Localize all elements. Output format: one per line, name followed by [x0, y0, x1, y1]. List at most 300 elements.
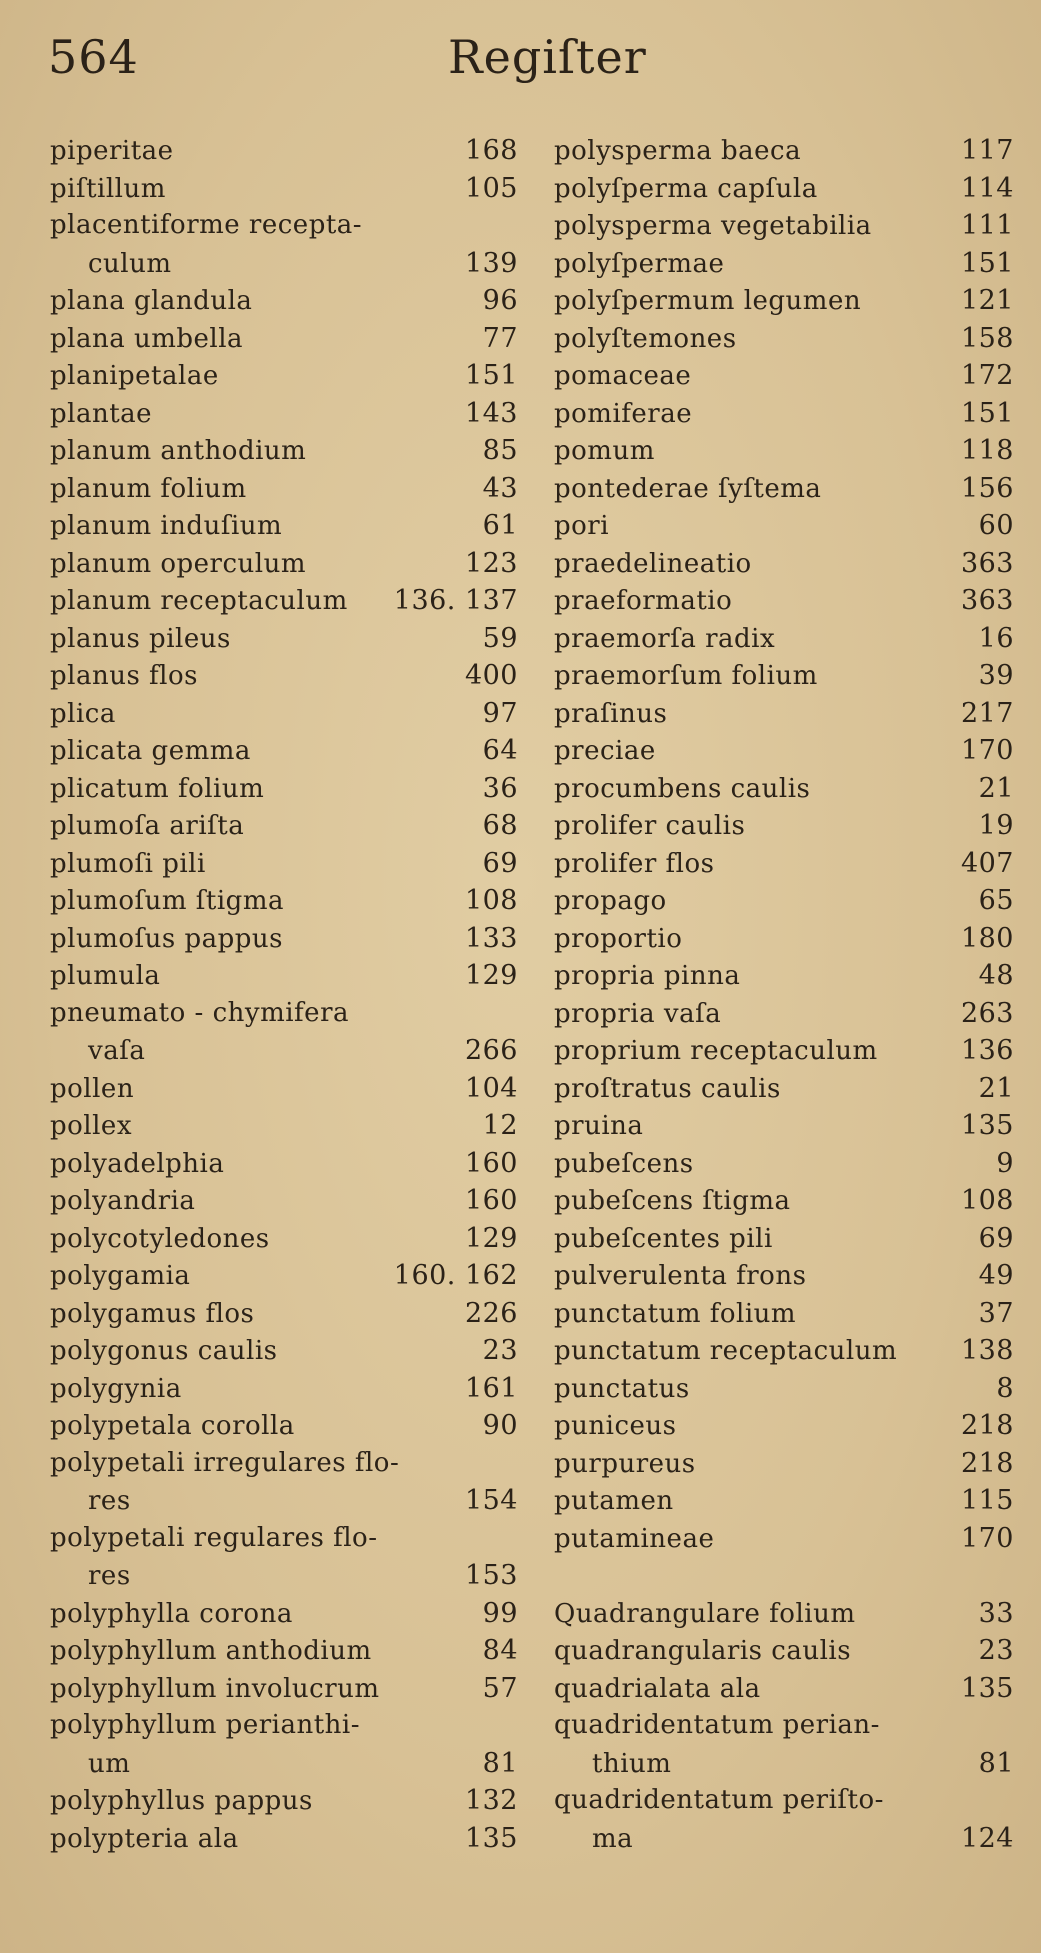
- page-reference: 407: [960, 847, 1014, 879]
- index-entry-line: [50, 1707, 518, 1745]
- index-entry-line: [50, 1632, 518, 1670]
- index-entry: [554, 1295, 1014, 1333]
- index-entry: [554, 282, 1014, 320]
- page-reference: 135: [464, 1822, 518, 1854]
- page-reference: 81: [978, 1747, 1014, 1779]
- index-entry: [50, 957, 518, 995]
- index-entry-line: [554, 1107, 1014, 1145]
- page-reference: 8: [996, 1372, 1014, 1404]
- page-reference: 158: [960, 322, 1014, 354]
- index-term: pomum: [554, 436, 655, 466]
- index-entry-line: [50, 357, 518, 395]
- index-entry-line: [50, 582, 518, 620]
- index-term: res: [88, 1561, 131, 1591]
- page-reference: 114: [960, 172, 1014, 204]
- index-term: polypteria ala: [50, 1823, 239, 1854]
- index-entry: [554, 170, 1014, 208]
- page-reference: 154: [464, 1485, 518, 1516]
- index-entry-line: [554, 207, 1014, 245]
- index-entry-line: [554, 920, 1014, 958]
- page-reference: 96: [482, 285, 518, 316]
- index-term: planum receptaculum: [50, 586, 348, 616]
- index-term: um: [88, 1748, 131, 1779]
- index-entry: [554, 1407, 1014, 1445]
- page-reference: 226: [464, 1297, 518, 1329]
- page-reference: 172: [960, 360, 1014, 391]
- index-term: plana glandula: [50, 286, 253, 316]
- index-entry: [50, 1407, 518, 1445]
- index-entry: [554, 470, 1014, 508]
- index-entry: [50, 1520, 518, 1595]
- page-reference: 115: [960, 1485, 1014, 1516]
- index-entry: [50, 1820, 518, 1858]
- index-term: praemorſa radix: [554, 623, 776, 654]
- index-term: purpureus: [554, 1448, 696, 1479]
- section-gap: [554, 1557, 1014, 1595]
- index-entry: [554, 920, 1014, 958]
- index-entry: [50, 770, 518, 808]
- index-term: putamineae: [554, 1523, 715, 1554]
- index-column-right: [554, 132, 1014, 1857]
- index-entry-line: [554, 507, 1014, 545]
- index-term: planum operculum: [50, 548, 307, 579]
- page-reference: 400: [464, 660, 518, 691]
- page-reference: 136: [960, 1035, 1014, 1066]
- page-reference: 129: [464, 1222, 518, 1254]
- index-entry-line: [50, 1070, 518, 1108]
- index-entry-line: [554, 882, 1014, 920]
- page-header: [0, 30, 1041, 90]
- index-entry: [50, 545, 518, 583]
- page-reference: 85: [482, 435, 518, 466]
- page-reference: 21: [978, 772, 1014, 804]
- page-reference: 153: [464, 1560, 518, 1591]
- index-entry: [50, 845, 518, 883]
- index-term: praſinus: [554, 698, 668, 729]
- index-entry-line: [50, 1145, 518, 1183]
- page-reference: 43: [482, 472, 518, 504]
- page-reference: 160. 162: [393, 1260, 518, 1291]
- index-term: polypetali regulares flo-: [50, 1522, 378, 1553]
- index-entry-line: [50, 1407, 518, 1445]
- index-entry-line: [50, 1295, 518, 1333]
- page-reference: 151: [960, 397, 1014, 429]
- index-entry: [50, 170, 518, 208]
- running-title: Regiſter: [448, 30, 647, 84]
- index-entry-line: [50, 170, 518, 208]
- page-reference: 217: [960, 697, 1014, 729]
- index-entry: [554, 1445, 1014, 1483]
- page-reference: 161: [464, 1372, 518, 1404]
- page-reference: 123: [464, 547, 518, 579]
- page-reference: 135: [960, 1110, 1014, 1141]
- index-entry-line: [554, 1670, 1014, 1708]
- page-reference: 136. 137: [393, 585, 518, 616]
- page-reference: 39: [978, 660, 1014, 691]
- index-term: polyphylla corona: [50, 1598, 293, 1629]
- page-reference: 69: [978, 1222, 1014, 1254]
- index-entry: [50, 1257, 518, 1295]
- index-entry: [50, 1220, 518, 1258]
- page-reference: 77: [482, 322, 518, 354]
- page-reference: 133: [464, 922, 518, 954]
- index-entry: [554, 1370, 1014, 1408]
- index-entry: [50, 357, 518, 395]
- index-entry: [554, 582, 1014, 620]
- index-term: placentiforme recepta-: [50, 210, 363, 240]
- page-reference: 84: [482, 1635, 518, 1666]
- index-term: planum anthodium: [50, 436, 307, 466]
- index-entry: [554, 1070, 1014, 1108]
- page-reference: 59: [482, 622, 518, 654]
- index-entry-line: [50, 545, 518, 583]
- index-entry-line: [50, 1670, 518, 1708]
- index-term: pulverulenta frons: [554, 1261, 807, 1291]
- index-entry-line: [50, 470, 518, 508]
- index-entry-line: [554, 1070, 1014, 1108]
- page-reference: 363: [960, 585, 1014, 616]
- index-term: polyſpermum legumen: [554, 286, 862, 316]
- page-reference: 48: [978, 960, 1014, 991]
- index-term: res: [88, 1486, 131, 1516]
- index-entry: [554, 770, 1014, 808]
- index-entry: [50, 695, 518, 733]
- index-entry: [50, 620, 518, 658]
- index-entry: [554, 957, 1014, 995]
- index-entry: [50, 1632, 518, 1670]
- index-entry-line: [50, 957, 518, 995]
- index-term: punctatum receptaculum: [554, 1336, 898, 1366]
- index-entry: [554, 1257, 1014, 1295]
- index-term: polyſperma capſula: [554, 173, 818, 204]
- index-entry-line: [554, 132, 1014, 170]
- index-entry-line: [554, 1482, 1014, 1520]
- index-term: planum folium: [50, 473, 247, 504]
- index-entry: [50, 920, 518, 958]
- page-reference: 23: [978, 1635, 1014, 1666]
- index-term: quadridentatum periſto-: [554, 1785, 884, 1815]
- index-entry: [50, 1670, 518, 1708]
- index-entry: [554, 620, 1014, 658]
- index-entry: [554, 1482, 1014, 1520]
- index-entry: [50, 1107, 518, 1145]
- index-term: pollen: [50, 1073, 135, 1104]
- index-term: propago: [554, 886, 667, 916]
- index-entry-line: [50, 1745, 518, 1783]
- index-entry-line: [554, 1032, 1014, 1070]
- index-entry: [554, 1145, 1014, 1183]
- index-entry: [50, 470, 518, 508]
- index-term: propria vaſa: [554, 998, 722, 1029]
- page-reference: 33: [978, 1597, 1014, 1629]
- index-entry-line: [554, 1370, 1014, 1408]
- page-reference: 37: [978, 1297, 1014, 1329]
- page-reference: 170: [960, 735, 1014, 766]
- index-term: propria pinna: [554, 961, 741, 991]
- page-reference: 124: [960, 1822, 1014, 1854]
- index-entry-line: [50, 882, 518, 920]
- index-entry: [554, 1707, 1014, 1782]
- index-entry-line: [554, 995, 1014, 1033]
- index-entry-line: [50, 1595, 518, 1633]
- page-reference: 19: [978, 810, 1014, 841]
- index-entry: [50, 320, 518, 358]
- index-term: polycotyledones: [50, 1223, 270, 1254]
- index-entry-line: [554, 620, 1014, 658]
- index-term: praedelineatio: [554, 548, 752, 579]
- index-entry-line: [554, 695, 1014, 733]
- page-reference: 65: [978, 885, 1014, 916]
- index-term: polygamia: [50, 1261, 191, 1291]
- index-term: polygynia: [50, 1373, 182, 1404]
- index-term: Quadrangulare folium: [554, 1598, 856, 1629]
- index-entry-line: [554, 770, 1014, 808]
- page-reference: 129: [464, 960, 518, 991]
- page-reference: 81: [482, 1747, 518, 1779]
- index-entry: [554, 1595, 1014, 1633]
- index-entry-line: [50, 620, 518, 658]
- index-entry-line: [554, 395, 1014, 433]
- index-term: plica: [50, 698, 116, 729]
- index-entry-line: [50, 1332, 518, 1370]
- page-reference: 151: [960, 247, 1014, 279]
- index-term: plumoſus pappus: [50, 923, 284, 954]
- index-term: vaſa: [88, 1036, 146, 1066]
- index-entry: [554, 1782, 1014, 1857]
- index-term: planus flos: [50, 661, 198, 691]
- index-entry-line: [50, 1445, 518, 1483]
- index-term: culum: [88, 248, 172, 279]
- index-entry: [50, 132, 518, 170]
- index-entry-line: [554, 1332, 1014, 1370]
- index-term: polypetala corolla: [50, 1411, 295, 1441]
- page-reference: 266: [464, 1035, 518, 1066]
- index-term: polygamus flos: [50, 1298, 255, 1329]
- index-entry-line: [50, 1257, 518, 1295]
- page-reference: 105: [464, 172, 518, 204]
- page-reference: 160: [464, 1185, 518, 1216]
- page-reference: 138: [960, 1335, 1014, 1366]
- index-term: pontederae ſyſtema: [554, 473, 822, 504]
- index-term: proſtratus caulis: [554, 1073, 781, 1104]
- index-entry-line: [554, 357, 1014, 395]
- index-term: pomaceae: [554, 361, 692, 391]
- index-entry-line: [554, 432, 1014, 470]
- index-entry-line: [50, 807, 518, 845]
- index-term: pomiferae: [554, 398, 693, 429]
- index-entry: [50, 1070, 518, 1108]
- index-term: praemorſum folium: [554, 661, 818, 691]
- index-entry-line: [50, 282, 518, 320]
- index-entry-line: [50, 1182, 518, 1220]
- index-term: polygonus caulis: [50, 1336, 278, 1366]
- index-term: pubeſcens: [554, 1148, 694, 1179]
- index-term: polyphyllum perianthi-: [50, 1710, 360, 1740]
- index-entry: [554, 245, 1014, 283]
- page-reference: 139: [464, 247, 518, 279]
- index-entry-line: [50, 1782, 518, 1820]
- index-entry-line: [50, 920, 518, 958]
- index-column-left: [50, 132, 518, 1857]
- index-term: piſtillum: [50, 173, 166, 204]
- index-entry: [554, 845, 1014, 883]
- index-term: plana umbella: [50, 323, 244, 354]
- index-term: pruina: [554, 1111, 644, 1141]
- index-term: pneumato - chymifera: [50, 997, 349, 1028]
- page-reference: 16: [978, 622, 1014, 654]
- index-entry: [554, 995, 1014, 1033]
- index-entry-line: [50, 1482, 518, 1520]
- page-reference: 36: [482, 772, 518, 804]
- index-entry: [554, 1520, 1014, 1558]
- index-entry-line: [554, 1295, 1014, 1333]
- page-reference: 135: [960, 1672, 1014, 1704]
- index-entry-line: [50, 995, 518, 1033]
- index-entry-line: [554, 732, 1014, 770]
- index-term: plumoſi pili: [50, 848, 206, 879]
- index-entry-line: [554, 245, 1014, 283]
- index-term: plumoſa ariſta: [50, 811, 245, 841]
- index-term: planum induſium: [50, 511, 283, 541]
- index-entry-line: [50, 845, 518, 883]
- index-entry-line: [554, 1445, 1014, 1483]
- index-entry-line: [50, 695, 518, 733]
- index-entry-line: [50, 132, 518, 170]
- index-term: quadridentatum perian-: [554, 1710, 880, 1740]
- index-entry-line: [554, 545, 1014, 583]
- index-entry-line: [554, 845, 1014, 883]
- page-reference: 9: [996, 1147, 1014, 1179]
- index-term: preciae: [554, 736, 656, 766]
- index-entry: [554, 657, 1014, 695]
- index-entry: [50, 1332, 518, 1370]
- index-entry-line: [50, 1557, 518, 1595]
- index-entry-line: [554, 170, 1014, 208]
- page-reference: 23: [482, 1335, 518, 1366]
- index-entry: [554, 1182, 1014, 1220]
- index-entry: [554, 1632, 1014, 1670]
- index-entry: [554, 357, 1014, 395]
- index-entry: [50, 207, 518, 282]
- index-entry: [50, 1707, 518, 1782]
- index-term: pollex: [50, 1111, 132, 1141]
- index-entry-line: [554, 320, 1014, 358]
- index-entry-line: [554, 1520, 1014, 1558]
- index-entry-line: [554, 1145, 1014, 1183]
- index-entry-line: [50, 1032, 518, 1070]
- index-entry: [50, 507, 518, 545]
- index-term: putamen: [554, 1486, 674, 1516]
- page-reference: 218: [960, 1410, 1014, 1441]
- index-entry: [554, 545, 1014, 583]
- page-reference: 60: [978, 510, 1014, 541]
- index-entry: [50, 1782, 518, 1820]
- index-entry-line: [554, 1257, 1014, 1295]
- index-entry-line: [554, 1182, 1014, 1220]
- index-term: plumoſum ſtigma: [50, 886, 284, 916]
- page-reference: 117: [960, 135, 1014, 166]
- index-term: procumbens caulis: [554, 773, 811, 804]
- page-reference: 21: [978, 1072, 1014, 1104]
- index-entry: [554, 507, 1014, 545]
- index-term: pubeſcens ſtigma: [554, 1186, 791, 1216]
- index-term: polypetali irregulares flo-: [50, 1447, 400, 1478]
- index-term: punctatus: [554, 1373, 690, 1404]
- index-entry: [554, 1670, 1014, 1708]
- index-term: ma: [592, 1823, 634, 1854]
- index-entry: [554, 207, 1014, 245]
- index-entry: [554, 132, 1014, 170]
- index-term: proportio: [554, 923, 683, 954]
- index-entry-line: [50, 207, 518, 245]
- index-entry-line: [554, 1632, 1014, 1670]
- page-reference: 61: [482, 510, 518, 541]
- index-entry: [50, 395, 518, 433]
- index-entry-line: [554, 1707, 1014, 1745]
- index-entry-line: [50, 657, 518, 695]
- page-reference: 68: [482, 810, 518, 841]
- page-reference: 104: [464, 1072, 518, 1104]
- index-entry: [554, 807, 1014, 845]
- index-term: punctatum folium: [554, 1298, 797, 1329]
- index-entry-line: [554, 957, 1014, 995]
- page-reference: 49: [978, 1260, 1014, 1291]
- page-reference: 57: [482, 1672, 518, 1704]
- page-reference: 218: [960, 1447, 1014, 1479]
- index-term: prolifer flos: [554, 848, 715, 879]
- index-term: proprium receptaculum: [554, 1036, 878, 1066]
- index-entry-line: [554, 657, 1014, 695]
- index-entry: [50, 282, 518, 320]
- page-reference: 170: [960, 1522, 1014, 1554]
- index-entry: [50, 1595, 518, 1633]
- index-entry-line: [50, 1370, 518, 1408]
- index-term: polyphyllum involucrum: [50, 1673, 380, 1704]
- index-entry-line: [50, 1107, 518, 1145]
- index-entry: [50, 995, 518, 1070]
- index-entry-line: [554, 470, 1014, 508]
- index-entry-line: [554, 1595, 1014, 1633]
- index-term: praeformatio: [554, 586, 733, 616]
- index-term: polysperma baeca: [554, 136, 802, 166]
- index-entry: [554, 432, 1014, 470]
- page-number: 564: [48, 30, 139, 84]
- index-entry: [50, 807, 518, 845]
- index-entry: [554, 1220, 1014, 1258]
- index-term: planipetalae: [50, 361, 219, 391]
- index-entry-line: [554, 1820, 1014, 1858]
- page-reference: 118: [960, 435, 1014, 466]
- page-reference: 180: [960, 922, 1014, 954]
- index-term: thium: [592, 1748, 672, 1779]
- index-entry: [50, 1182, 518, 1220]
- index-term: plumula: [50, 961, 161, 991]
- index-term: pori: [554, 511, 610, 541]
- page-reference: 160: [464, 1147, 518, 1179]
- page-reference: 69: [482, 847, 518, 879]
- page-reference: 97: [482, 697, 518, 729]
- index-term: polyſpermae: [554, 248, 725, 279]
- page-reference: 168: [464, 135, 518, 166]
- page-reference: 108: [464, 885, 518, 916]
- index-term: piperitae: [50, 136, 174, 166]
- index-term: pubeſcentes pili: [554, 1223, 773, 1254]
- index-term: polyandria: [50, 1186, 196, 1216]
- index-term: plantae: [50, 398, 153, 429]
- index-entry: [50, 1370, 518, 1408]
- index-entry-line: [50, 320, 518, 358]
- index-term: polysperma vegetabilia: [554, 211, 872, 241]
